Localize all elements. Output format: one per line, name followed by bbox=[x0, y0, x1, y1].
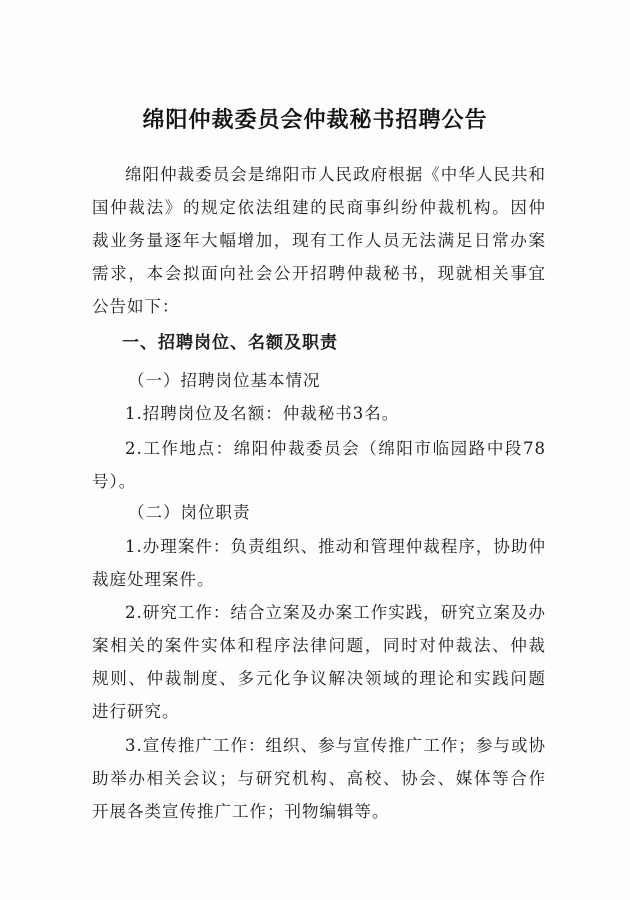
duty-promotion: 3.宣传推广工作：组织、参与宣传推广工作；参与或协助举办相关会议；与研究机构、高校、协会、媒体等合作开展各类宣传推广工作；刊物编辑等。 bbox=[92, 736, 546, 821]
subsection-heading-duties: （二）岗位职责 bbox=[128, 503, 251, 522]
duty-case-handling: 1.办理案件：负责组织、推动和管理仲裁程序，协助仲裁庭处理案件。 bbox=[92, 537, 546, 589]
item-position-quota: 1.招聘岗位及名额：仲裁秘书3名。 bbox=[125, 404, 400, 423]
subsection-heading-basic-info: （一）招聘岗位基本情况 bbox=[128, 371, 321, 390]
section-heading-recruitment: 一、招聘岗位、名额及职责 bbox=[122, 333, 338, 353]
duty-research: 2.研究工作：结合立案及办案工作实践，研究立案及办案相关的案件实体和程序法律问题，同时对仲裁法、仲裁规则、仲裁制度、多元化争议解决领域的理论和实践问题进行研究。 bbox=[92, 603, 546, 721]
intro-paragraph: 绵阳仲裁委员会是绵阳市人民政府根据《中华人民共和国仲裁法》的规定依法组建的民商事纠纷仲裁机构。因仲裁业务量逐年大幅增加，现有工作人员无法满足日常办案需求，本会拟面向社会公开招聘仲裁秘书，现就相关事宜公告如下： bbox=[92, 165, 546, 316]
item-work-location: 2.工作地点：绵阳仲裁委员会（绵阳市临园路中段78号）。 bbox=[92, 439, 546, 491]
document-title: 绵阳仲裁委员会仲裁秘书招聘公告 bbox=[142, 107, 488, 133]
